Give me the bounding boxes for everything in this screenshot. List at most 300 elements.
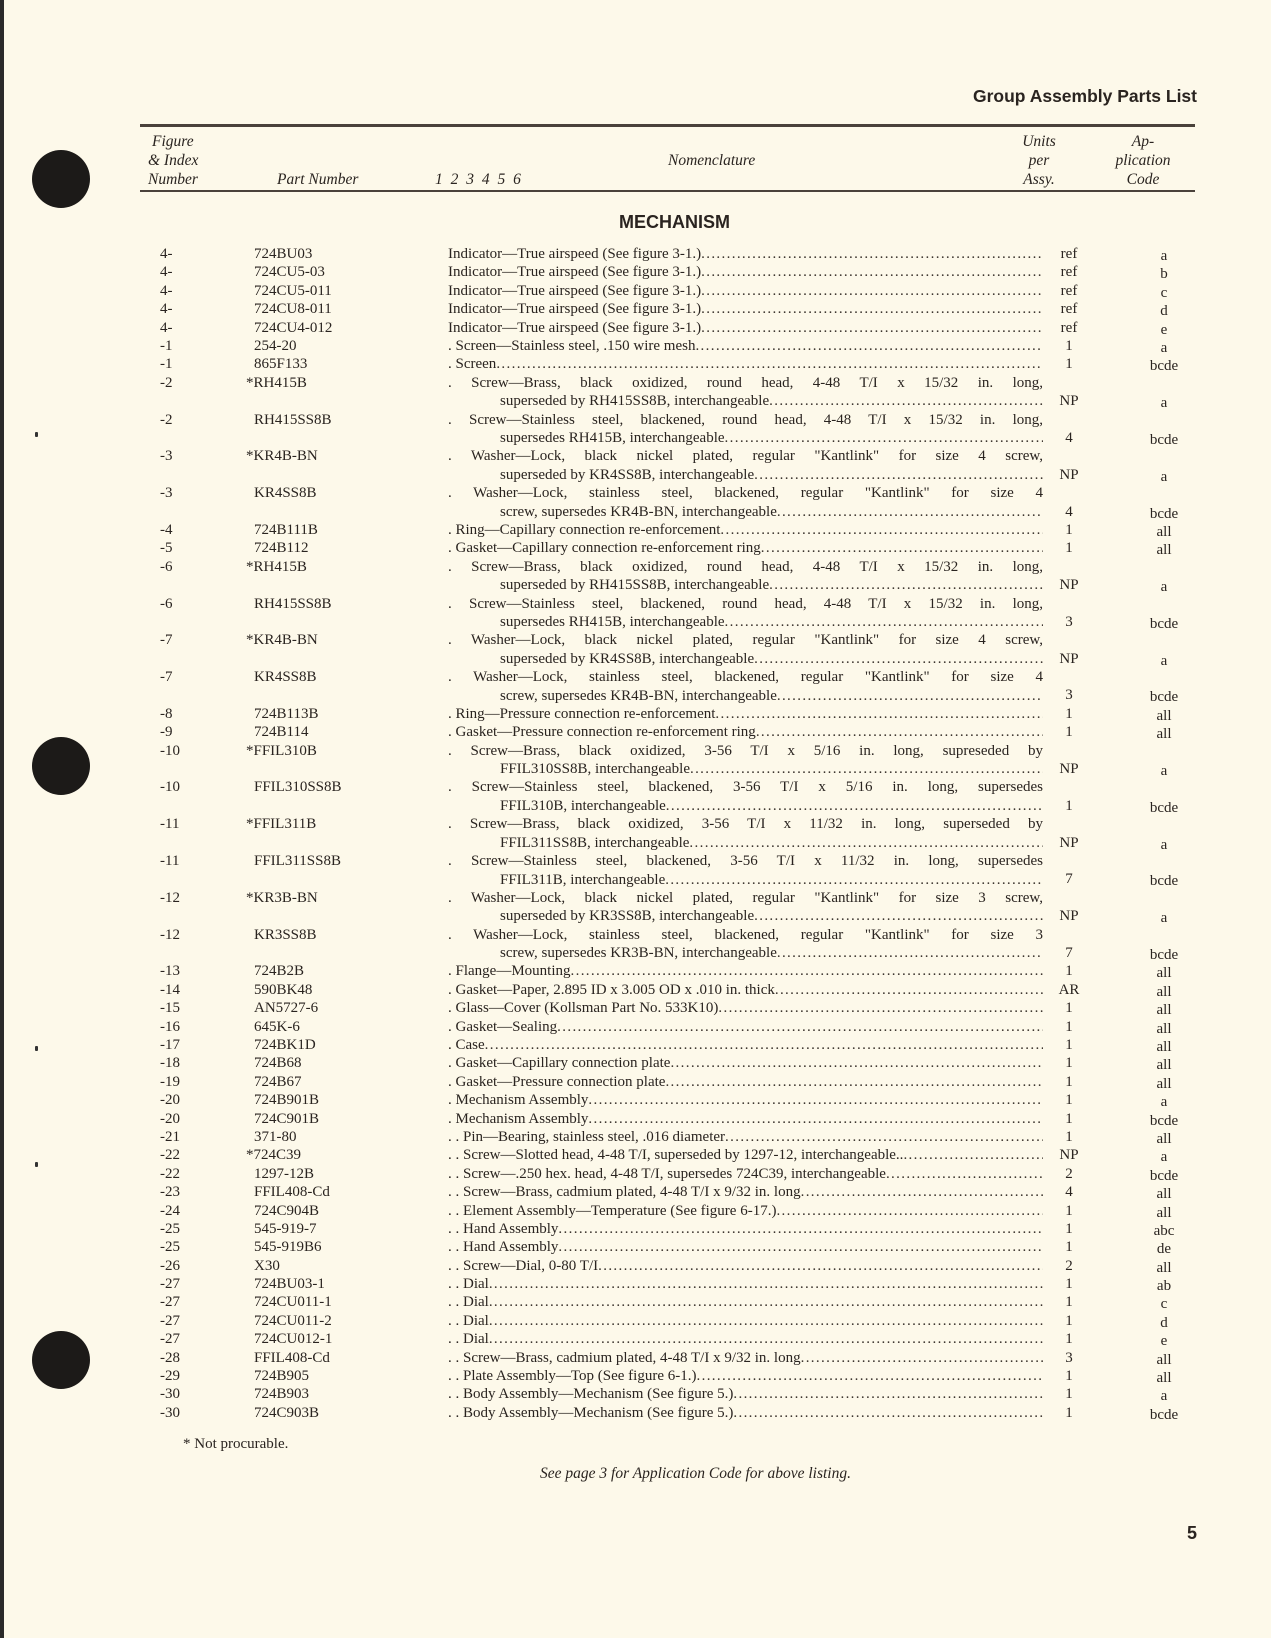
nomenclature (448, 778, 1043, 815)
figure-index: -29 (160, 1368, 180, 1385)
application-code: bcde (1149, 1167, 1179, 1184)
part-number: 724B113B (254, 705, 319, 722)
application-code: bcde (1149, 873, 1179, 890)
leader-dots (489, 1330, 1043, 1349)
figure-index: -15 (160, 1000, 180, 1017)
nomenclature (448, 1091, 1043, 1110)
figure-index: -30 (160, 1386, 180, 1403)
nomenclature-text: screw, supersedes KR4B-BN, interchangeable (500, 687, 777, 704)
figure-index: -22 (160, 1147, 180, 1164)
nomenclature-text: supersedes RH415B, interchangeable (500, 430, 725, 447)
application-code: bcde (1149, 799, 1179, 816)
nomenclature-text: screw, supersedes KR3B-BN, interchangeable (500, 945, 777, 962)
figure-index: -5 (160, 540, 173, 557)
nomenclature-text: Indicator—True airspeed (See figure 3-1.) (448, 282, 702, 299)
application-code: d (1160, 1314, 1168, 1331)
table-row (0, 1036, 1271, 1054)
figure-index: -21 (160, 1128, 180, 1145)
part-number: 545-919B6 (254, 1239, 322, 1256)
part-number: 724B68 (254, 1055, 302, 1072)
part-number: *724C39 (246, 1147, 302, 1164)
nomenclature-text: . Screw—Brass, black oxidized, round head, 4-48 T/I x 15/32 in. long, (448, 374, 1043, 391)
units-per-assembly: 1 (1065, 1000, 1073, 1017)
nomenclature (448, 1293, 1043, 1312)
nomenclature (448, 1385, 1043, 1404)
header-rule-bottom (140, 190, 1195, 192)
units-per-assembly: 1 (1065, 1037, 1073, 1054)
nomenclature (448, 337, 1043, 356)
units-per-assembly: 1 (1065, 1312, 1073, 1329)
application-code: a (1160, 1388, 1168, 1405)
nomenclature (448, 1330, 1043, 1349)
table-row (0, 1349, 1271, 1367)
units-per-assembly: 1 (1065, 337, 1073, 354)
application-code: a (1160, 339, 1168, 356)
nomenclature-text: . Ring—Capillary connection re-enforcement (448, 521, 721, 538)
nomenclature (448, 1110, 1043, 1129)
part-number: 724CU8-011 (254, 301, 332, 318)
leader-dots (571, 962, 1044, 981)
table-row (0, 1183, 1271, 1201)
part-number: 724B67 (254, 1073, 302, 1090)
figure-index: -12 (160, 926, 180, 943)
part-number: 865F133 (254, 356, 308, 373)
units-per-assembly: 3 (1065, 1349, 1073, 1366)
nomenclature-text: . . Screw—.250 hex. head, 4-48 T/I, supersedes 724C39, interchangeable (448, 1165, 886, 1182)
table-row (0, 999, 1271, 1017)
units-per-assembly: 1 (1065, 1331, 1073, 1348)
figure-index: -4 (160, 521, 173, 538)
table-row (0, 815, 1271, 852)
units-per-assembly: NP (1059, 834, 1079, 851)
table-row (0, 1054, 1271, 1072)
units-per-assembly: 1 (1065, 1073, 1073, 1090)
table-row (0, 1128, 1271, 1146)
leader-dots (776, 1202, 1043, 1221)
nomenclature (448, 1257, 1043, 1276)
nomenclature-text: superseded by KR3SS8B, interchangeable (500, 908, 755, 925)
application-code: a (1160, 836, 1168, 853)
table-row (0, 1385, 1271, 1403)
figure-index: 4- (160, 264, 173, 281)
nomenclature (448, 1220, 1043, 1239)
units-per-assembly: 1 (1065, 1128, 1073, 1145)
application-code: d (1160, 303, 1168, 320)
application-code: a (1160, 579, 1168, 596)
units-per-assembly: 1 (1065, 797, 1073, 814)
figure-index: -7 (160, 632, 173, 649)
nomenclature (448, 1238, 1043, 1257)
table-row (0, 355, 1271, 373)
application-code: all (1156, 1186, 1172, 1203)
figure-index: 4- (160, 301, 173, 318)
running-head: Group Assembly Parts List (973, 86, 1197, 106)
nomenclature-text: . Washer—Lock, stainless steel, blackened, regular "Kantlink" for size 3 (448, 926, 1043, 943)
nomenclature-text: . . Dial (448, 1331, 489, 1348)
part-number: RH415SS8B (254, 411, 332, 428)
part-number: *RH415B (246, 558, 307, 575)
figure-index: 4- (160, 319, 173, 336)
table-row (0, 1275, 1271, 1293)
nomenclature (448, 1202, 1043, 1221)
table-row (0, 981, 1271, 999)
part-number: KR4SS8B (254, 485, 317, 502)
nomenclature-text: . . Hand Assembly (448, 1239, 559, 1256)
application-code: a (1160, 248, 1168, 264)
application-code: a (1160, 1094, 1168, 1111)
application-code: all (1156, 1130, 1172, 1147)
nomenclature-text: . . Screw—Slotted head, 4-48 T/I, superseded by 1297-12, interchangeable.. (448, 1147, 904, 1164)
units-per-assembly: NP (1059, 466, 1079, 483)
nomenclature-text: . . Screw—Brass, cadmium plated, 4-48 T/I x 9/32 in. long (448, 1349, 801, 1366)
figure-index: -27 (160, 1294, 180, 1311)
table-row (0, 1257, 1271, 1275)
leader-dots (489, 1275, 1043, 1294)
nomenclature-text: . Screw—Stainless steel, blackened, 3-56 T/I x 11/32 in. long, supersedes (448, 853, 1043, 870)
col-header-figure-index: Figure & Index Number (148, 133, 199, 188)
part-number: *RH415B (246, 374, 307, 391)
part-number: *KR4B-BN (246, 632, 318, 649)
leader-dots (777, 944, 1043, 963)
figure-index: -6 (160, 558, 173, 575)
table-row (0, 263, 1271, 281)
units-per-assembly: NP (1059, 1147, 1079, 1164)
part-number: 724CU011-2 (254, 1312, 332, 1329)
nomenclature-text: FFIL310B, interchangeable (500, 797, 666, 814)
application-code: all (1156, 983, 1172, 1000)
units-per-assembly: 1 (1065, 724, 1073, 741)
figure-index: -8 (160, 705, 173, 722)
part-number: 1297-12B (254, 1165, 314, 1182)
figure-index: -10 (160, 742, 180, 759)
units-per-assembly: 4 (1065, 1184, 1073, 1201)
units-per-assembly: AR (1058, 981, 1080, 998)
leader-dots (701, 319, 1043, 338)
table-row (0, 337, 1271, 355)
leader-dots (697, 1367, 1044, 1386)
part-number: KR4SS8B (254, 669, 317, 686)
table-row (0, 668, 1271, 705)
nomenclature (448, 484, 1043, 521)
nomenclature-text: superseded by RH415SS8B, interchangeable (500, 393, 770, 410)
binder-hole-icon (32, 150, 90, 208)
part-number: AN5727-6 (254, 1000, 319, 1017)
units-per-assembly: 4 (1065, 429, 1073, 446)
figure-index: -19 (160, 1073, 180, 1090)
units-per-assembly: NP (1059, 393, 1079, 410)
nomenclature (448, 245, 1043, 264)
units-per-assembly: ref (1060, 246, 1078, 262)
leader-dots (718, 999, 1043, 1018)
application-code: e (1160, 321, 1168, 338)
leader-dots (588, 1110, 1043, 1129)
nomenclature (448, 1312, 1043, 1331)
nomenclature-text: supersedes RH415B, interchangeable (500, 614, 725, 630)
nomenclature-text: . Gasket—Pressure connection re-enforcement ring (448, 724, 756, 741)
units-per-assembly: 1 (1065, 705, 1073, 722)
leader-dots (725, 613, 1043, 632)
leader-dots (777, 687, 1043, 706)
figure-index: -20 (160, 1110, 180, 1127)
units-per-assembly: 1 (1065, 521, 1073, 538)
figure-index: -23 (160, 1184, 180, 1201)
units-per-assembly: ref (1060, 301, 1078, 318)
table-row (0, 778, 1271, 815)
application-code: a (1160, 468, 1168, 485)
nomenclature-text: . Screw—Stainless steel, blackened, round head, 4-48 T/I x 15/32 in. long, (448, 411, 1043, 428)
part-number: 724CU5-03 (254, 264, 325, 281)
nomenclature-text: . Mechanism Assembly (448, 1110, 589, 1127)
application-code: a (1160, 395, 1168, 412)
leader-dots (720, 521, 1043, 540)
application-code: bcde (1149, 505, 1179, 522)
nomenclature (448, 1349, 1043, 1368)
part-number: *KR4B-BN (246, 448, 318, 465)
part-number: *FFIL311B (246, 816, 317, 833)
application-code: bcde (1149, 1406, 1179, 1423)
units-per-assembly: NP (1059, 650, 1079, 667)
section-title: MECHANISM (619, 212, 730, 232)
leader-dots (670, 1054, 1043, 1073)
nomenclature-text: . . Plate Assembly—Top (See figure 6-1.) (448, 1368, 697, 1385)
application-code: bcde (1149, 947, 1179, 964)
part-number: 724CU4-012 (254, 319, 333, 336)
leader-dots (701, 245, 1043, 264)
nomenclature (448, 1146, 1043, 1165)
application-code: bcde (1149, 689, 1179, 706)
nomenclature (448, 300, 1043, 319)
table-row (0, 319, 1271, 337)
figure-index: -20 (160, 1092, 180, 1109)
figure-index: -14 (160, 981, 180, 998)
application-code: bcde (1149, 358, 1179, 375)
units-per-assembly: 1 (1065, 1404, 1073, 1421)
nomenclature (448, 1036, 1043, 1055)
part-number: *KR3B-BN (246, 889, 318, 906)
leader-dots (701, 263, 1043, 282)
nomenclature-text: superseded by RH415SS8B, interchangeable (500, 577, 770, 594)
part-number: 724BU03 (254, 246, 313, 262)
table-row (0, 926, 1271, 963)
application-code: all (1156, 965, 1172, 982)
table-row (0, 300, 1271, 318)
nomenclature (448, 1018, 1043, 1037)
units-per-assembly: 4 (1065, 503, 1073, 520)
part-number: 724B2B (254, 963, 305, 980)
figure-index: -25 (160, 1239, 180, 1256)
nomenclature-text: . Washer—Lock, stainless steel, blackened, regular "Kantlink" for size 4 (448, 669, 1043, 686)
leader-dots (689, 834, 1043, 853)
application-code: all (1156, 523, 1172, 540)
table-row (0, 1220, 1271, 1238)
part-number: 254-20 (254, 337, 297, 354)
part-number: 371-80 (254, 1128, 297, 1145)
nomenclature-text: . Gasket—Capillary connection plate (448, 1055, 671, 1072)
nomenclature (448, 1073, 1043, 1092)
figure-index: -30 (160, 1404, 180, 1421)
units-per-assembly: ref (1060, 264, 1078, 281)
part-number: 724B901B (254, 1092, 320, 1109)
units-per-assembly: 1 (1065, 1276, 1073, 1293)
part-number: 724CU012-1 (254, 1331, 333, 1348)
part-number: *FFIL310B (246, 742, 317, 759)
nomenclature-text: Indicator—True airspeed (See figure 3-1.) (448, 264, 702, 281)
units-per-assembly: NP (1059, 908, 1079, 925)
nomenclature (448, 282, 1043, 301)
leader-dots (801, 1349, 1043, 1368)
nomenclature-text: Indicator—True airspeed (See figure 3-1.) (448, 319, 702, 336)
table-row (0, 1110, 1271, 1128)
nomenclature-text: . Ring—Pressure connection re-enforcement (448, 705, 716, 722)
nomenclature-text: . Flange—Mounting (448, 963, 571, 980)
table-row (0, 558, 1271, 595)
nomenclature (448, 631, 1043, 668)
nomenclature (448, 1367, 1043, 1386)
figure-index: -16 (160, 1018, 180, 1035)
nomenclature-text: . Washer—Lock, black nickel plated, regular "Kantlink" for size 3 screw, (448, 889, 1043, 906)
application-code: e (1160, 1333, 1168, 1350)
nomenclature (448, 1404, 1043, 1423)
nomenclature-text: . . Dial (448, 1294, 489, 1311)
leader-dots (725, 1128, 1043, 1147)
application-code: all (1156, 1002, 1172, 1019)
figure-index: -12 (160, 889, 180, 906)
units-per-assembly: 1 (1065, 963, 1073, 980)
table-row (0, 889, 1271, 926)
nomenclature-text: . Washer—Lock, black nickel plated, regular "Kantlink" for size 4 screw, (448, 448, 1043, 465)
nomenclature (448, 411, 1043, 448)
figure-index: 4- (160, 282, 173, 299)
nomenclature (448, 355, 1043, 374)
units-per-assembly: ref (1060, 282, 1078, 299)
units-per-assembly: 2 (1065, 1165, 1073, 1182)
leader-dots (485, 1036, 1043, 1055)
table-row (0, 742, 1271, 779)
leader-dots (725, 429, 1043, 448)
nomenclature-text: . Gasket—Paper, 2.895 ID x 3.005 OD x .010 in. thick (448, 981, 775, 998)
application-code: bcde (1149, 431, 1179, 448)
leader-dots (489, 1312, 1043, 1331)
leader-dots (733, 1404, 1043, 1423)
nomenclature-text: . . Screw—Brass, cadmium plated, 4-48 T/I x 9/32 in. long (448, 1184, 801, 1201)
part-number: 724BU03-1 (254, 1276, 325, 1293)
figure-index: -1 (160, 337, 173, 354)
table-row (0, 1238, 1271, 1256)
nomenclature (448, 705, 1043, 724)
leader-dots (666, 797, 1043, 816)
figure-index: 4- (160, 246, 173, 262)
nomenclature-text: . Gasket—Capillary connection re-enforcement ring (448, 540, 761, 557)
figure-index: -18 (160, 1055, 180, 1072)
table-row (0, 1404, 1271, 1422)
application-code: all (1156, 1020, 1172, 1037)
figure-index: -27 (160, 1276, 180, 1293)
leader-dots (715, 705, 1043, 724)
leader-dots (558, 1220, 1043, 1239)
nomenclature-text: superseded by KR4SS8B, interchangeable (500, 650, 755, 667)
units-per-assembly: 1 (1065, 1018, 1073, 1035)
table-row (0, 595, 1271, 632)
table-row (0, 484, 1271, 521)
nomenclature (448, 319, 1043, 338)
col-header-nomenclature: Nomenclature (668, 152, 756, 169)
table-row (0, 631, 1271, 668)
nomenclature (448, 962, 1043, 981)
leader-dots (754, 650, 1043, 669)
nomenclature-text: . Screw—Stainless steel, blackened, 3-56 T/I x 5/16 in. long, supersedes (448, 779, 1043, 796)
application-code: a (1160, 1149, 1168, 1166)
leader-dots (558, 1238, 1043, 1257)
leader-dots (777, 503, 1043, 522)
table-row (0, 521, 1271, 539)
nomenclature (448, 815, 1043, 852)
units-per-assembly: 1 (1065, 1368, 1073, 1385)
col-header-indent-levels: 1 2 3 4 5 6 (435, 171, 523, 188)
table-row (0, 539, 1271, 557)
table-row (0, 1202, 1271, 1220)
table-row (0, 962, 1271, 980)
figure-index: -1 (160, 356, 173, 373)
application-code: all (1156, 707, 1172, 724)
leader-dots (886, 1165, 1043, 1184)
nomenclature (448, 521, 1043, 540)
application-code: all (1156, 542, 1172, 559)
leader-dots (695, 337, 1043, 356)
application-code: all (1156, 1075, 1172, 1092)
figure-index: -2 (160, 411, 173, 428)
leader-dots (701, 282, 1043, 301)
nomenclature-text: . Screw—Brass, black oxidized, 3-56 T/I x 11/32 in. long, superseded by (448, 816, 1043, 833)
table-row (0, 1018, 1271, 1036)
part-number: FFIL311SS8B (254, 853, 341, 870)
nomenclature (448, 999, 1043, 1018)
application-code: a (1160, 910, 1168, 927)
leader-dots (754, 907, 1043, 926)
units-per-assembly: 1 (1065, 1294, 1073, 1311)
leader-dots (903, 1146, 1043, 1165)
nomenclature-text: FFIL311SS8B, interchangeable (500, 834, 690, 851)
nomenclature-text: . . Body Assembly—Mechanism (See figure 5.) (448, 1386, 734, 1403)
nomenclature-text: . Gasket—Pressure connection plate (448, 1073, 666, 1090)
application-code-note: See page 3 for Application Code for above listing. (540, 1465, 851, 1482)
part-number: 724C904B (254, 1202, 320, 1219)
leader-dots (733, 1385, 1043, 1404)
application-code: all (1156, 1057, 1172, 1074)
nomenclature-text: FFIL311B, interchangeable (500, 871, 666, 888)
table-row (0, 1091, 1271, 1109)
units-per-assembly: 1 (1065, 1386, 1073, 1403)
application-code: all (1156, 726, 1172, 743)
nomenclature-text: . Screen—Stainless steel, .150 wire mesh (448, 337, 696, 354)
application-code: de (1156, 1241, 1172, 1258)
units-per-assembly: 1 (1065, 1110, 1073, 1127)
part-number: 724CU5-011 (254, 282, 332, 299)
nomenclature (448, 558, 1043, 595)
table-row (0, 1330, 1271, 1348)
leader-dots (761, 539, 1043, 558)
table-row (0, 245, 1271, 263)
application-code: bcde (1149, 615, 1179, 632)
table-row (0, 1293, 1271, 1311)
page-number: 5 (1186, 1523, 1197, 1543)
figure-index: -6 (160, 595, 173, 612)
units-per-assembly: 7 (1065, 945, 1073, 962)
nomenclature (448, 1054, 1043, 1073)
figure-index: -11 (160, 853, 180, 870)
leader-dots (690, 760, 1043, 779)
table-row (0, 1312, 1271, 1330)
figure-index: -3 (160, 448, 173, 465)
